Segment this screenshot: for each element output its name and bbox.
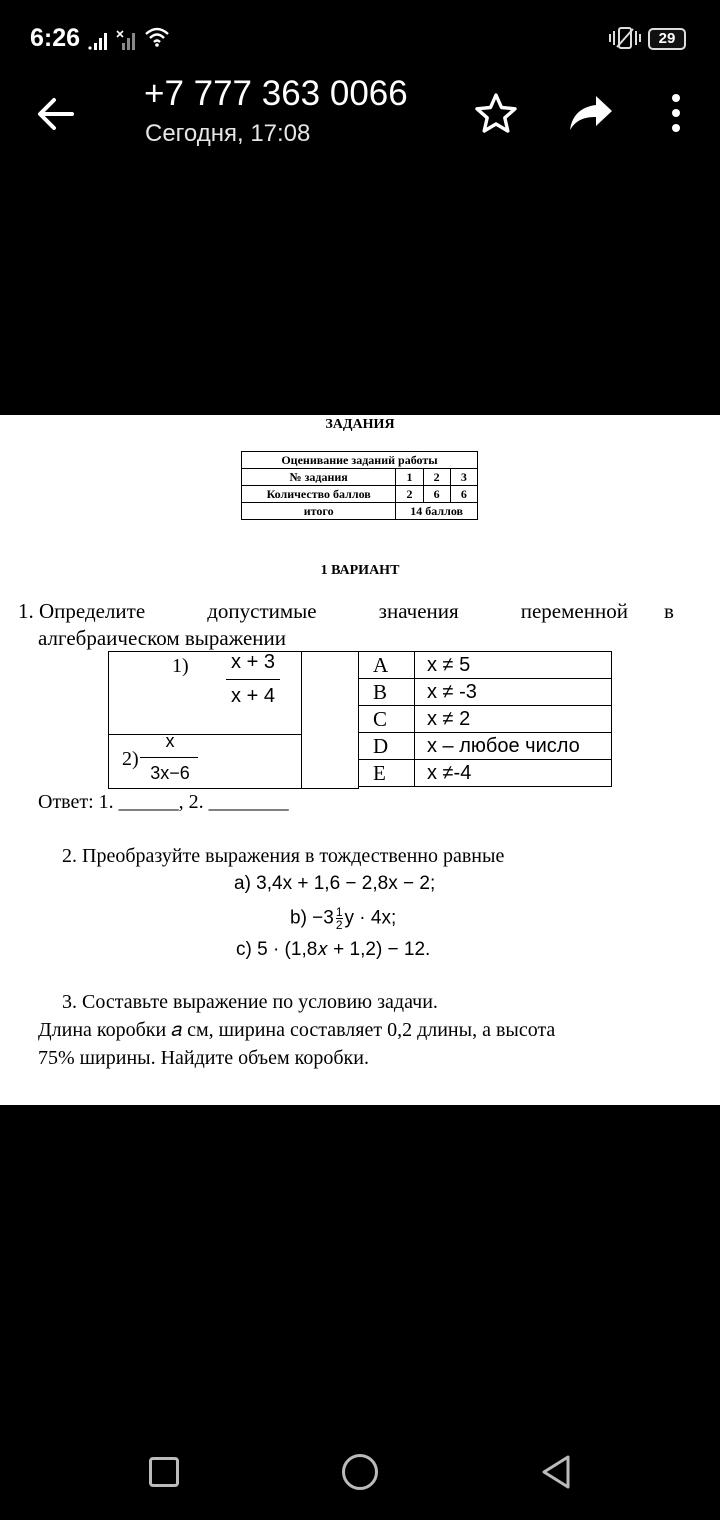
option-letter: E	[359, 760, 415, 787]
option-condition: x ≠ 5	[415, 652, 612, 679]
share-icon[interactable]	[568, 94, 614, 132]
status-time: 6:26	[30, 24, 81, 52]
score-cell: 2	[396, 486, 423, 503]
home-icon[interactable]	[342, 1454, 378, 1490]
option-letter: C	[359, 706, 415, 733]
score-row-label: Количество баллов	[242, 486, 396, 503]
message-date: Сегодня, 17:08	[145, 120, 311, 147]
vibrate-icon	[608, 26, 642, 50]
score-table-title: Оценивание заданий работы	[242, 452, 478, 469]
battery-indicator: 29	[648, 28, 686, 50]
q2-expression-b	[290, 906, 396, 931]
q3-line2: Длина коробки 𝑎 см, ширина составляет 0,2 длины, а высота	[38, 1019, 556, 1041]
option-condition: x – любое число	[415, 733, 612, 760]
signal-no-service-icon	[116, 30, 138, 50]
score-cell: 3	[450, 469, 477, 486]
contact-title: +7 777 363 0066	[144, 74, 408, 113]
option-letter: D	[359, 733, 415, 760]
q3-line1: 3. Составьте выражение по условию задачи.	[62, 991, 438, 1013]
score-cell: 6	[423, 486, 450, 503]
expr2-label: 2)	[122, 748, 139, 770]
q2-b-fraction	[336, 906, 343, 931]
q2-expression-a: a) 3,4x + 1,6 − 2,8x − 2;	[234, 873, 436, 894]
expr-spacer-cell	[301, 651, 359, 789]
option-letter: A	[359, 652, 415, 679]
expr1-label: 1)	[172, 655, 189, 677]
q1-word: в	[664, 599, 674, 623]
q1-word: допустимые	[207, 599, 317, 623]
q3-line3: 75% ширины. Найдите объем коробки.	[38, 1047, 369, 1069]
signal-icon	[88, 30, 110, 50]
q1-word: переменной	[520, 599, 628, 623]
score-cell: 1	[396, 469, 423, 486]
q2-b-prefix: b) −3	[290, 907, 334, 929]
q1-word: значения	[378, 599, 459, 623]
back-arrow-icon[interactable]	[32, 92, 80, 136]
status-bar	[0, 0, 720, 76]
expr2-numerator: x	[165, 731, 175, 751]
expr1-fraction-bar	[226, 679, 280, 680]
option-condition: x ≠ -3	[415, 679, 612, 706]
expr2-fraction-bar	[140, 757, 198, 758]
q2-b-suffix: y · 4x;	[344, 907, 397, 929]
star-icon[interactable]	[474, 92, 518, 134]
score-row-label: итого	[242, 503, 396, 520]
score-total: 14 баллов	[396, 503, 478, 520]
q1-word: 1. Определите	[18, 599, 146, 623]
nav-back-icon[interactable]	[540, 1454, 572, 1490]
q1-answer-line: Ответ: 1. ______, 2. ________	[38, 791, 289, 813]
expr1-denominator: x + 4	[231, 685, 275, 707]
score-table	[241, 451, 478, 520]
score-row-label: № задания	[242, 469, 396, 486]
q1-line1	[18, 599, 628, 624]
q2-title: 2. Преобразуйте выражения в тождественно равные	[62, 845, 505, 867]
options-table	[358, 651, 612, 787]
expr1-numerator: x + 3	[231, 651, 275, 673]
option-condition: x ≠ 2	[415, 706, 612, 733]
option-letter: B	[359, 679, 415, 706]
document-image[interactable]	[0, 415, 720, 1105]
variant-title: 1 ВАРИАНТ	[320, 563, 400, 578]
score-cell: 2	[423, 469, 450, 486]
expr2-denominator: 3x−6	[150, 763, 190, 783]
score-cell: 6	[450, 486, 477, 503]
wifi-icon	[144, 26, 170, 48]
doc-heading: ЗАДАНИЯ	[325, 417, 395, 432]
q2-b-frac-num: 1	[335, 905, 343, 919]
option-condition: x ≠-4	[415, 760, 612, 787]
recent-apps-icon[interactable]	[149, 1457, 179, 1487]
q1-line2: алгебраическом выражении	[38, 626, 287, 650]
q2-b-frac-den: 2	[335, 918, 343, 932]
more-vertical-icon[interactable]	[664, 92, 688, 134]
q2-expression-c: c) 5 · (1,8𝑥 + 1,2) − 12.	[236, 939, 431, 960]
